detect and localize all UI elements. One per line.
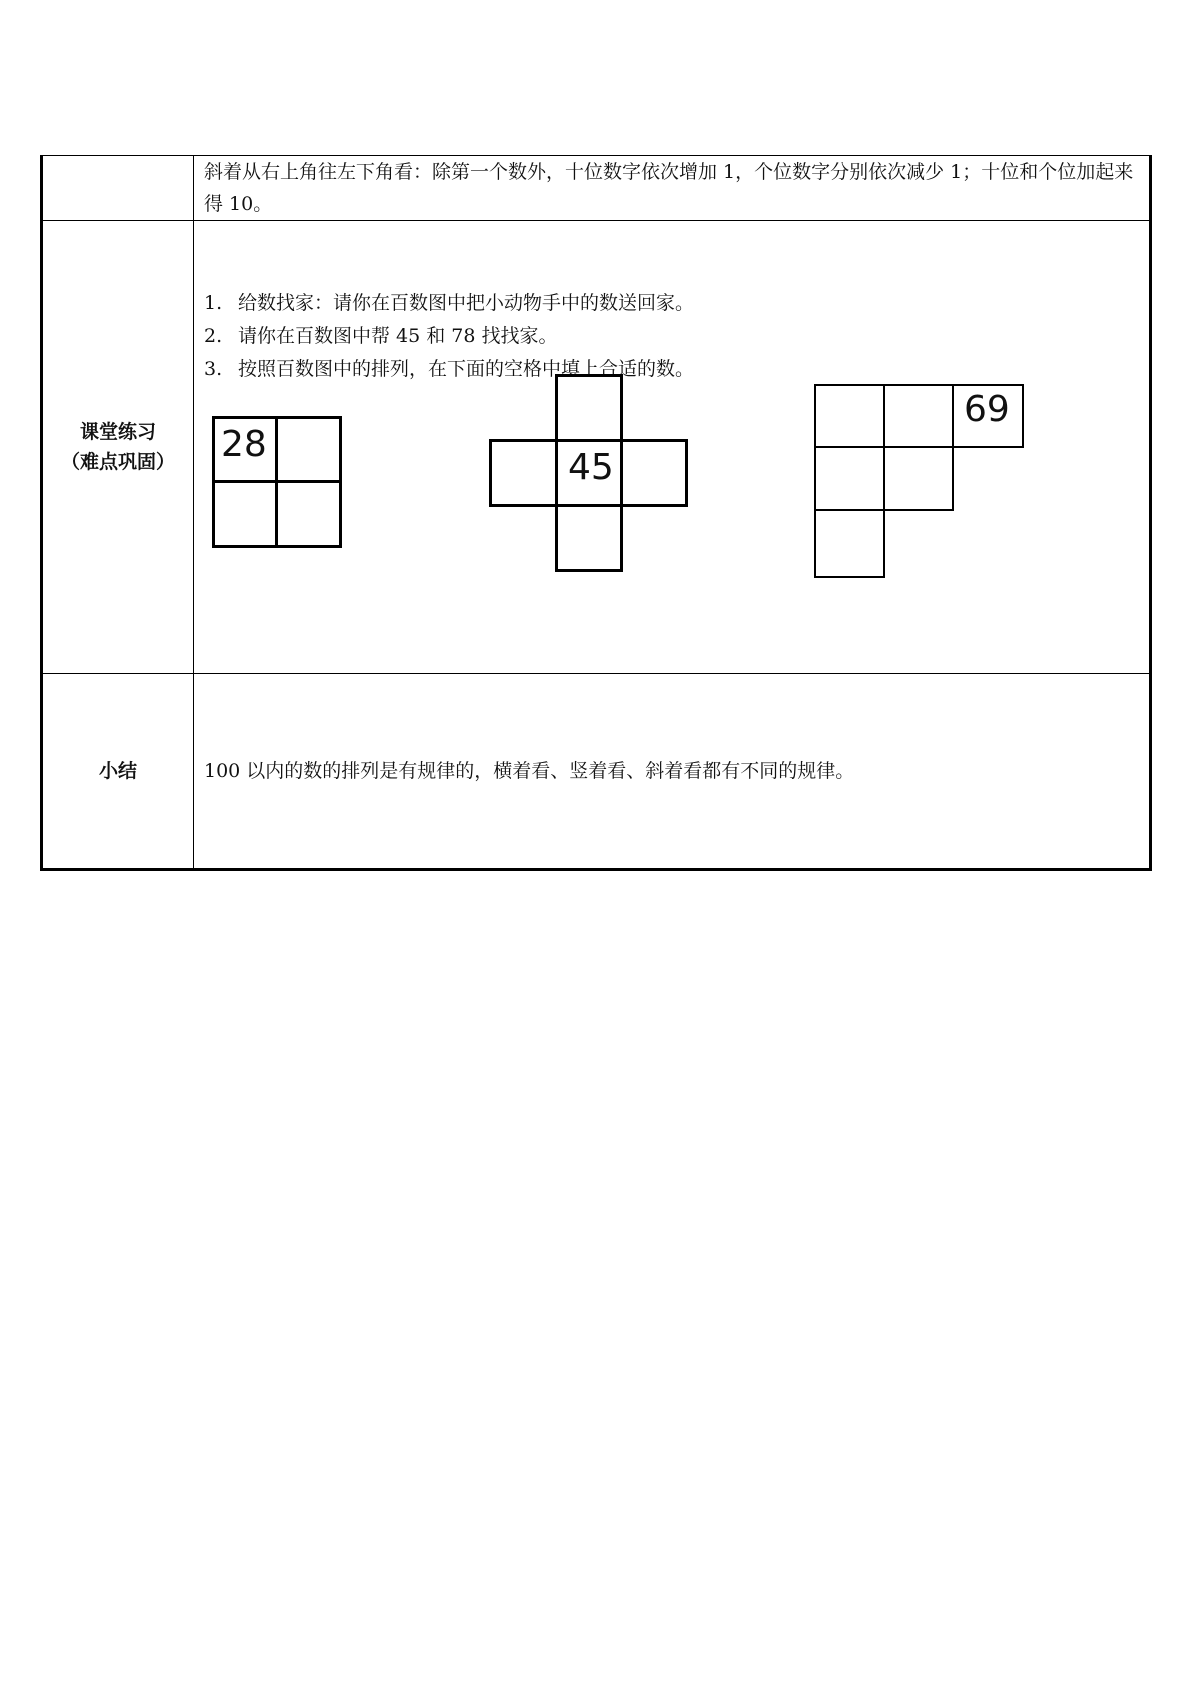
summary-row xyxy=(42,674,1151,870)
practice-item-text: 给数找家：请你在百数图中把小动物手中的数送回家。 xyxy=(238,292,695,314)
pattern-row xyxy=(42,156,1151,221)
grid-cell-filled xyxy=(212,416,278,483)
grid-cell-blank[interactable] xyxy=(555,504,623,572)
practice-item xyxy=(204,320,1139,353)
grid-cell-blank[interactable] xyxy=(814,384,885,448)
practice-item-number: 2. xyxy=(204,325,223,347)
cross-grid-figure xyxy=(489,374,688,572)
grid-cell-value: 28 xyxy=(221,424,267,465)
practice-label-cell xyxy=(42,221,194,674)
summary-label-cell xyxy=(42,674,194,870)
pattern-content-cell xyxy=(194,156,1151,221)
grid-cell-filled xyxy=(555,439,623,507)
practice-content-cell xyxy=(194,221,1151,674)
practice-item-number: 3. xyxy=(204,358,223,380)
square-grid-figure xyxy=(212,416,342,548)
grid-cell-filled xyxy=(952,384,1024,448)
grid-cell-blank[interactable] xyxy=(275,416,342,483)
summary-label: 小结 xyxy=(98,760,137,782)
grid-cell-blank[interactable] xyxy=(212,480,278,548)
practice-item-text: 请你在百数图中帮 45 和 78 找找家。 xyxy=(238,325,558,347)
grid-cell-blank[interactable] xyxy=(814,509,885,578)
staircase-grid-figure xyxy=(814,384,1024,578)
summary-text: 100 以内的数的排列是有规律的，横着看、竖着看、斜着看都有不同的规律。 xyxy=(204,760,855,782)
practice-list xyxy=(204,287,1139,386)
grid-cell-blank[interactable] xyxy=(883,384,954,448)
grid-cell-blank[interactable] xyxy=(620,439,688,507)
grid-cell-blank[interactable] xyxy=(883,446,954,511)
practice-sublabel: （难点巩固） xyxy=(60,451,175,473)
grid-cell-blank[interactable] xyxy=(555,374,623,442)
practice-item xyxy=(204,287,1139,320)
practice-item-text: 按照百数图中的排列，在下面的空格中填上合适的数。 xyxy=(238,358,695,380)
grid-cell-blank[interactable] xyxy=(275,480,342,548)
grid-cell-blank[interactable] xyxy=(814,446,885,511)
number-grid-figures xyxy=(204,386,1139,596)
practice-item-number: 1. xyxy=(204,292,223,314)
pattern-text: 斜着从右上角往左下角看：除第一个数外，十位数字依次增加 1，个位数字分别依次减少 1；十位和个位加起来得 10。 xyxy=(204,161,1134,215)
practice-label: 课堂练习 xyxy=(79,421,156,443)
grid-cell-blank[interactable] xyxy=(489,439,558,507)
lesson-table xyxy=(40,155,1152,871)
summary-content-cell xyxy=(194,674,1151,870)
grid-cell-value: 45 xyxy=(568,447,614,488)
grid-cell-value: 69 xyxy=(964,389,1010,430)
practice-row xyxy=(42,221,1151,674)
pattern-label-cell xyxy=(42,156,194,221)
